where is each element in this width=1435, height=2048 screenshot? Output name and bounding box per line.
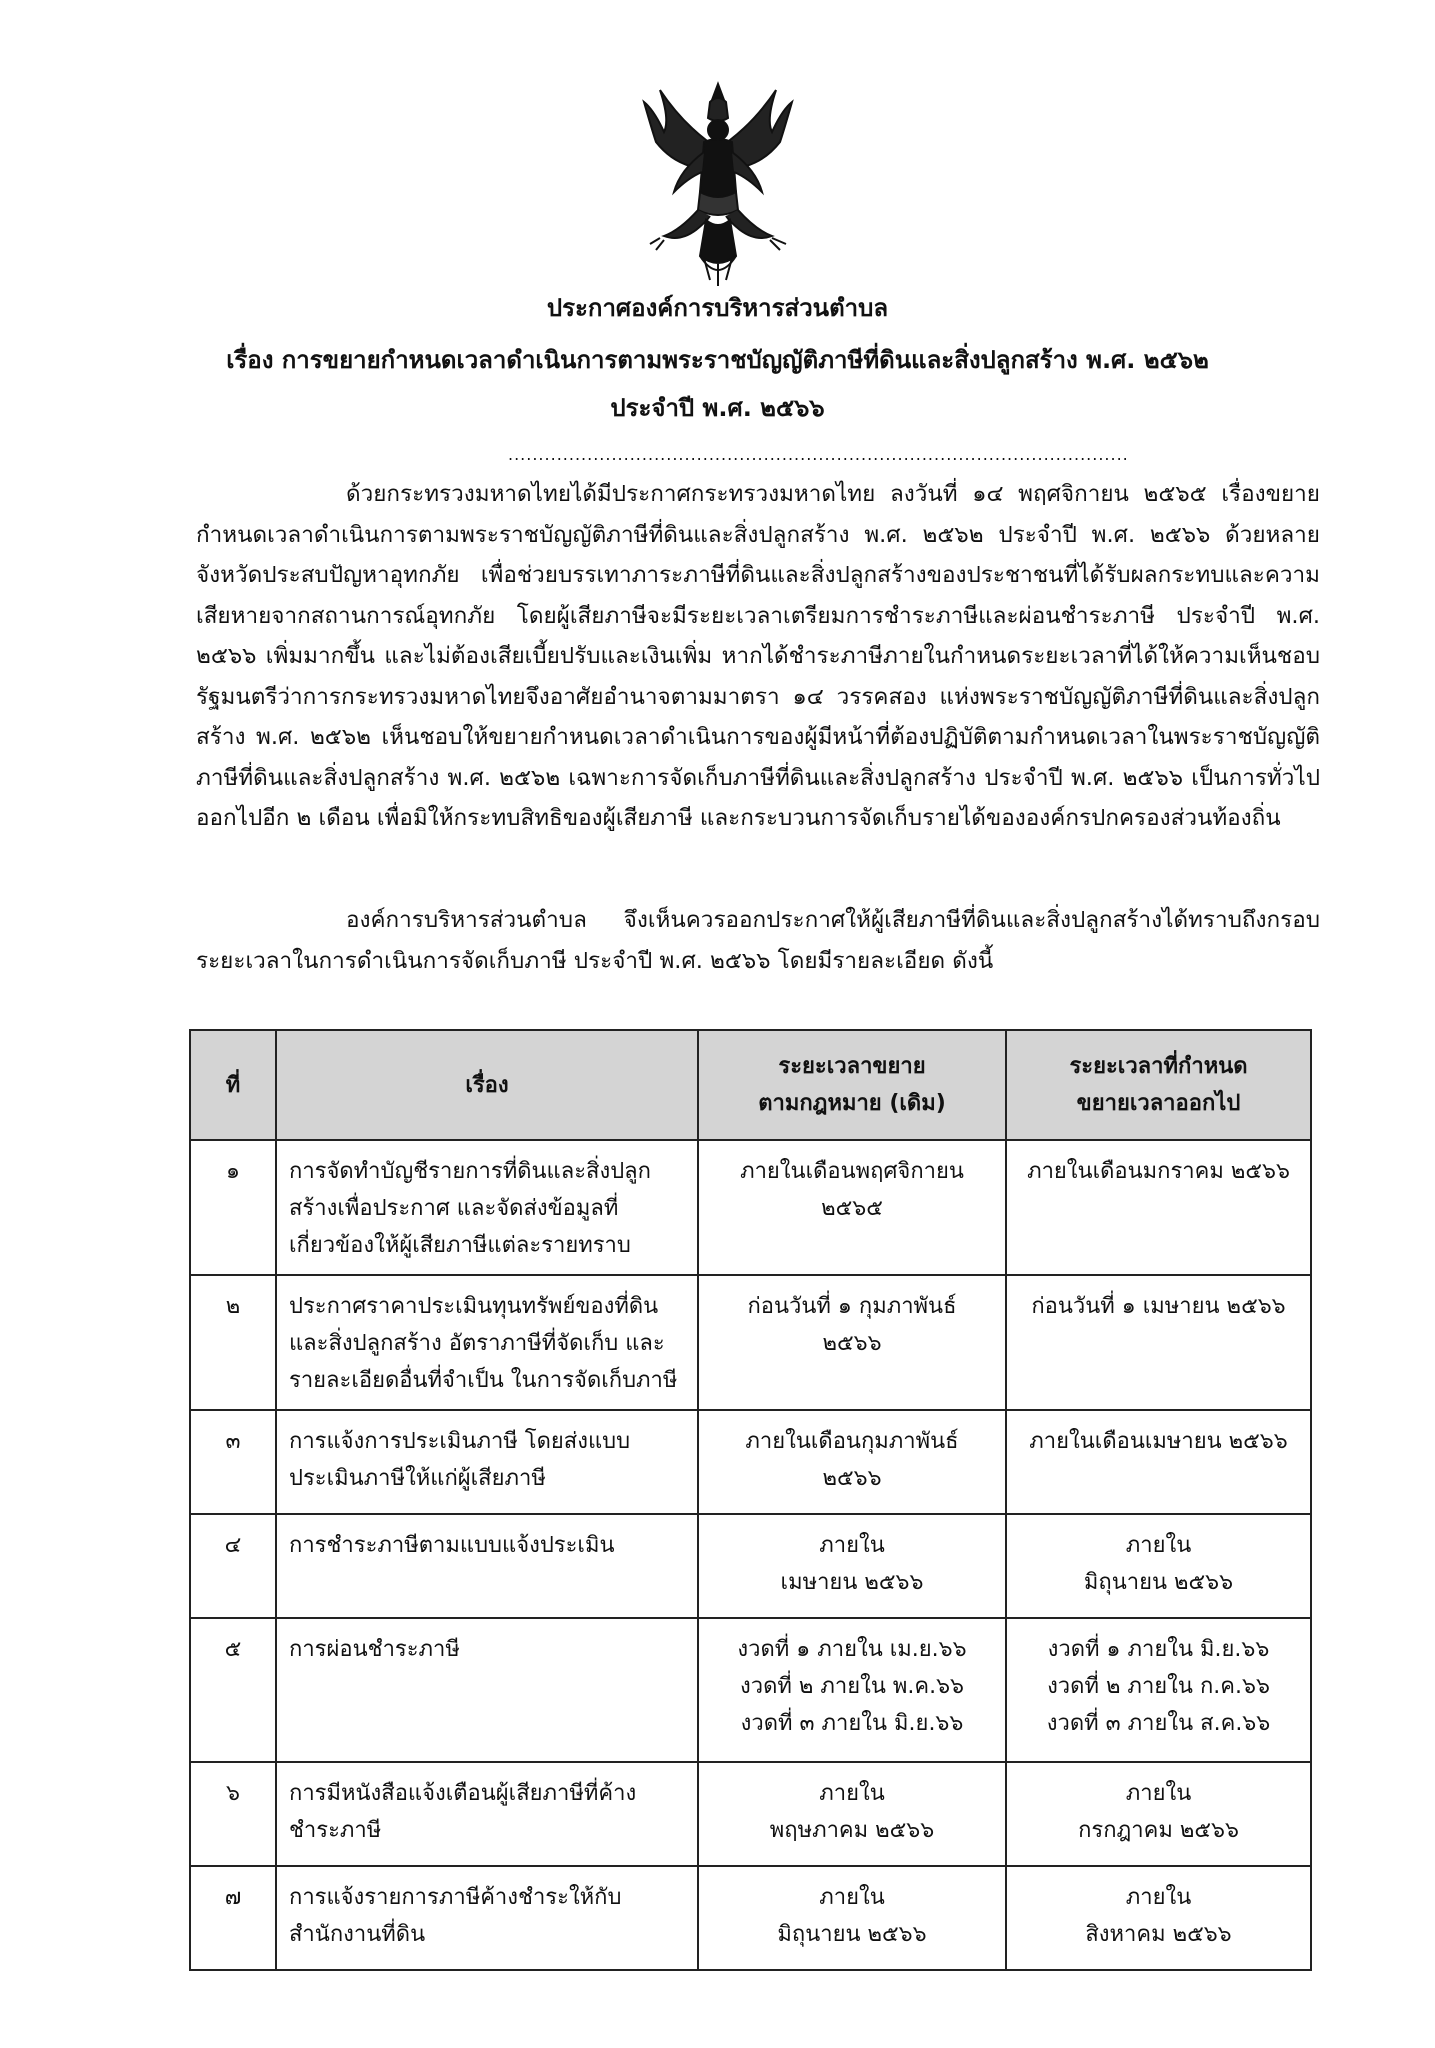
row-old-line: เมษายน ๒๕๖๖ [780, 1570, 924, 1595]
table-row [190, 1140, 1311, 1275]
row-subject: การแจ้งการประเมินภาษี โดยส่งแบบประเมินภาษีให้แก่ผู้เสียภาษี [276, 1410, 698, 1514]
header-no: ที่ [190, 1030, 276, 1140]
body-paragraph-2: องค์การบริหารส่วนตำบล จึงเห็นควรออกประกาศให้ผู้เสียภาษีที่ดินและสิ่งปลูกสร้างได้ทราบถึงกรอบระยะเวลาในการดำเนินการจัดเก็บภาษี ประจำปี พ.ศ. ๒๕๖๖ โดยมีรายละเอียด ดังนี้ [196, 907, 1320, 974]
row-old-period [698, 1275, 1006, 1410]
row-old-period [698, 1410, 1006, 1514]
row-old-period [698, 1618, 1006, 1762]
header-old-line2: ตามกฎหมาย (เดิม) [758, 1091, 946, 1116]
row-new-line: งวดที่ ๓ ภายใน ส.ค.๖๖ [1046, 1711, 1271, 1736]
row-new-line: งวดที่ ๑ ภายใน มิ.ย.๖๖ [1047, 1637, 1270, 1662]
row-new-line: ภายใน [1125, 1533, 1192, 1558]
row-number: ๕ [190, 1618, 276, 1762]
row-old-period [698, 1866, 1006, 1970]
row-old-line: ๒๕๖๕ [821, 1196, 883, 1221]
row-new-line: มิถุนายน ๒๕๖๖ [1083, 1570, 1234, 1595]
row-old-line: พฤษภาคม ๒๕๖๖ [769, 1818, 935, 1843]
row-new-line: ภายใน [1125, 1885, 1192, 1910]
row-new-line: ก่อนวันที่ ๑ เมษายน ๒๕๖๖ [1031, 1294, 1286, 1319]
row-old-line: งวดที่ ๓ ภายใน มิ.ย.๖๖ [740, 1711, 964, 1736]
table-header-row [190, 1030, 1311, 1140]
table-row [190, 1275, 1311, 1410]
row-new-period [1006, 1410, 1311, 1514]
row-subject: การมีหนังสือแจ้งเตือนผู้เสียภาษีที่ค้างชำระภาษี [276, 1762, 698, 1866]
row-subject: ประกาศราคาประเมินทุนทรัพย์ของที่ดินและสิ่งปลูกสร้าง อัตราภาษีที่จัดเก็บ และรายละเอียดอื่นที่จำเป็น ในการจัดเก็บภาษี [276, 1275, 698, 1410]
row-old-line: มิถุนายน ๒๕๖๖ [777, 1922, 927, 1947]
row-number: ๒ [190, 1275, 276, 1410]
row-new-line: งวดที่ ๒ ภายใน ก.ค.๖๖ [1047, 1674, 1270, 1699]
table-row [190, 1762, 1311, 1866]
row-old-line: งวดที่ ๑ ภายใน เม.ย.๖๖ [737, 1637, 967, 1662]
row-old-line: งวดที่ ๒ ภายใน พ.ค.๖๖ [739, 1674, 965, 1699]
row-old-line: ๒๕๖๖ [822, 1466, 882, 1491]
header-old-period [698, 1030, 1006, 1140]
row-new-line: กรกฎาคม ๒๕๖๖ [1078, 1818, 1239, 1843]
header-old-line1: ระยะเวลาขยาย [778, 1054, 926, 1079]
row-new-line: ภายใน [1125, 1781, 1192, 1806]
header-subject: เรื่อง [276, 1030, 698, 1140]
row-new-period [1006, 1275, 1311, 1410]
row-number: ๑ [190, 1140, 276, 1275]
table-row [190, 1410, 1311, 1514]
row-old-line: ภายใน [819, 1533, 885, 1558]
row-new-period [1006, 1140, 1311, 1275]
row-old-period [698, 1140, 1006, 1275]
row-subject: การแจ้งรายการภาษีค้างชำระให้กับสำนักงานที่ดิน [276, 1866, 698, 1970]
row-new-period [1006, 1514, 1311, 1618]
row-number: ๔ [190, 1514, 276, 1618]
row-new-line: ภายในเดือนเมษายน ๒๕๖๖ [1029, 1429, 1288, 1454]
schedule-table-wrapper [189, 1029, 1310, 1971]
row-new-period [1006, 1618, 1311, 1762]
row-new-period [1006, 1866, 1311, 1970]
row-new-line: สิงหาคม ๒๕๖๖ [1085, 1922, 1232, 1947]
announcement-year: ประจำปี พ.ศ. ๒๕๖๖ [610, 394, 825, 422]
row-number: ๗ [190, 1866, 276, 1970]
row-old-line: ภายใน [819, 1885, 885, 1910]
announcement-subject: เรื่อง การขยายกำหนดเวลาดำเนินการตามพระราชบัญญัติภาษีที่ดินและสิ่งปลูกสร้าง พ.ศ. ๒๕๖๒ [226, 346, 1209, 374]
table-row [190, 1618, 1311, 1762]
row-old-line: ๒๕๖๖ [822, 1331, 882, 1356]
row-subject: การผ่อนชำระภาษี [276, 1618, 698, 1762]
row-number: ๖ [190, 1762, 276, 1866]
header-new-period [1006, 1030, 1311, 1140]
garuda-emblem-icon [640, 80, 796, 290]
row-subject: การจัดทำบัญชีรายการที่ดินและสิ่งปลูกสร้างเพื่อประกาศ และจัดส่งข้อมูลที่เกี่ยวข้องให้ผู้เสียภาษีแต่ละรายทราบ [276, 1140, 698, 1275]
row-old-line: ภายในเดือนพฤศจิกายน [740, 1159, 964, 1184]
row-subject: การชำระภาษีตามแบบแจ้งประเมิน [276, 1514, 698, 1618]
row-old-period [698, 1762, 1006, 1866]
header-new-line2: ขยายเวลาออกไป [1076, 1091, 1241, 1116]
dotted-divider: ...................................................................................................... [508, 445, 1129, 464]
row-number: ๓ [190, 1410, 276, 1514]
table-row [190, 1866, 1311, 1970]
announcement-title: ประกาศองค์การบริหารส่วนตำบล [546, 294, 889, 322]
body-paragraph-1: ด้วยกระทรวงมหาดไทยได้มีประกาศกระทรวงมหาดไทย ลงวันที่ ๑๔ พฤศจิกายน ๒๕๖๕ เรื่องขยายกำหนดเวลาดำเนินการตามพระราชบัญญัติภาษีที่ดินและสิ่งปลูกสร้าง พ.ศ. ๒๕๖๒ ประจำปี พ.ศ. ๒๕๖๖ ด้วยหลายจังหวัดประสบปัญหาอุทกภัย เพื่อช่วยบรรเทาภาระภาษีที่ดินและสิ่งปลูกสร้างของประชาชนที่ได้รับผลกระทบและความเสียหายจากสถานการณ์อุทกภัย โดยผู้เสียภาษีจะมีระยะเวลาเตรียมการชำระภาษีและผ่อนชำระภาษี ประจำปี พ.ศ. ๒๕๖๖ เพิ่มมากขึ้น และไม่ต้องเสียเบี้ยปรับและเงินเพิ่ม หากได้ชำระภาษีภายในกำหนดระยะเวลาที่ได้ให้ความเห็นชอบ รัฐมนตรีว่าการกระทรวงมหาดไทยจึงอาศัยอำนาจตามมาตรา ๑๔ วรรคสอง แห่งพระราชบัญญัติภาษีที่ดินและสิ่งปลูกสร้าง พ.ศ. ๒๕๖๒ เห็นชอบให้ขยายกำหนดเวลาดำเนินการของผู้มีหน้าที่ต้องปฏิบัติตามกำหนดเวลาในพระราชบัญญัติภาษีที่ดินและสิ่งปลูกสร้าง พ.ศ. ๒๕๖๒ เฉพาะการจัดเก็บภาษีที่ดินและสิ่งปลูกสร้าง ประจำปี พ.ศ. ๒๕๖๖ เป็นการทั่วไป ออกไปอีก ๒ เดือน เพื่อมิให้กระทบสิทธิของผู้เสียภาษี และกระบวนการจัดเก็บรายได้ขององค์กรปกครองส่วนท้องถิ่น [196, 481, 1320, 831]
header-new-line1: ระยะเวลาที่กำหนด [1069, 1054, 1248, 1079]
schedule-table [189, 1029, 1312, 1971]
table-row [190, 1514, 1311, 1618]
row-new-period [1006, 1762, 1311, 1866]
row-new-line: ภายในเดือนมกราคม ๒๕๖๖ [1027, 1159, 1290, 1184]
row-old-line: ภายใน [819, 1781, 885, 1806]
row-old-line: ภายในเดือนกุมภาพันธ์ [745, 1429, 959, 1454]
row-old-period [698, 1514, 1006, 1618]
row-old-line: ก่อนวันที่ ๑ กุมภาพันธ์ [747, 1294, 957, 1319]
